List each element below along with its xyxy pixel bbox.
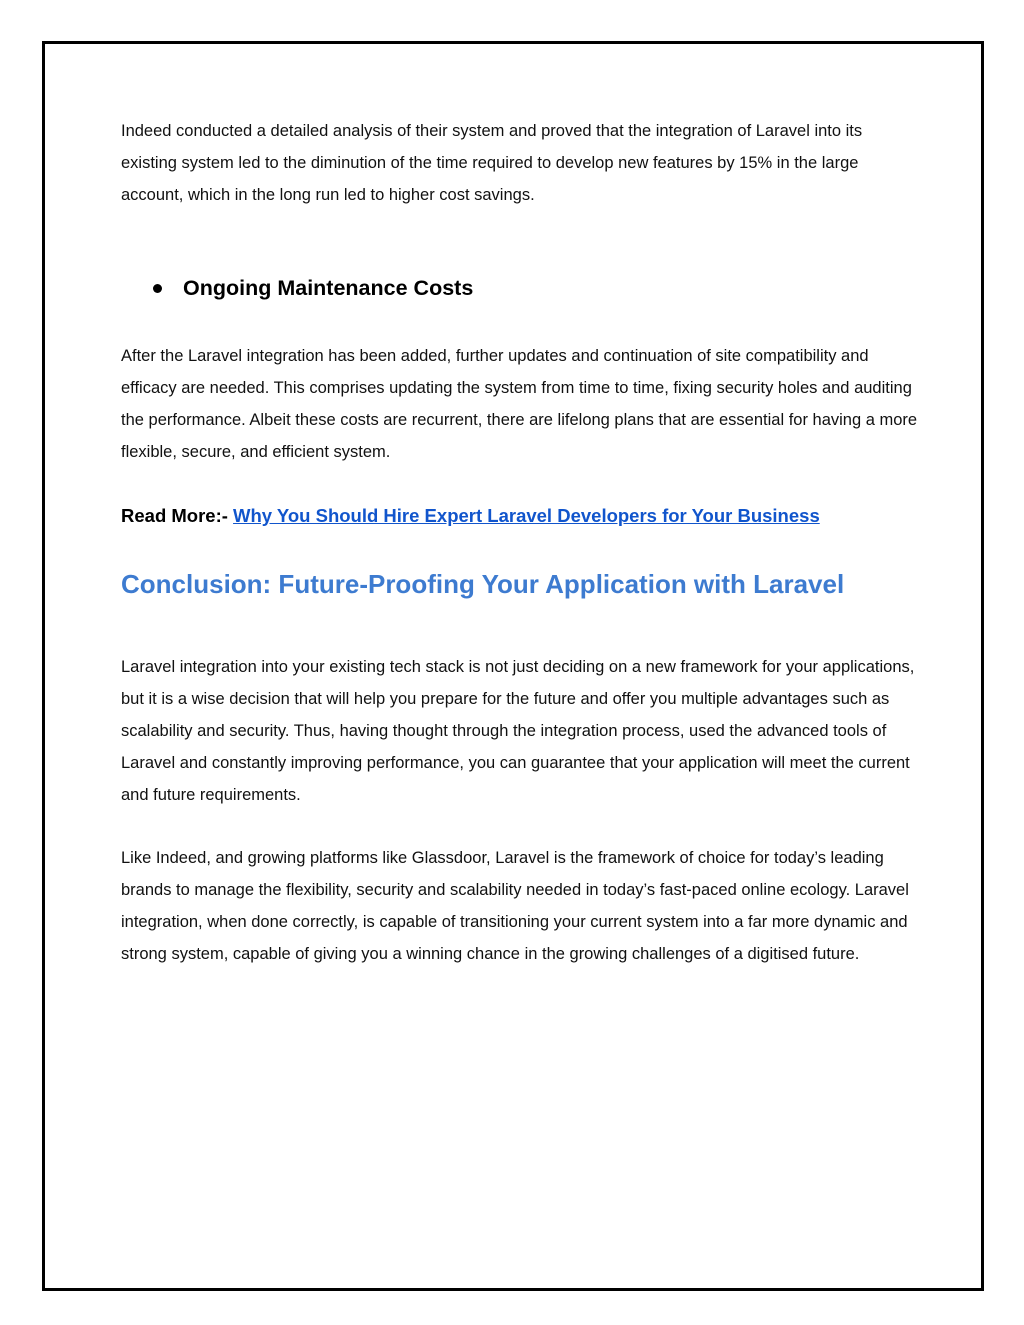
- paragraph-glassdoor: Like Indeed, and growing platforms like Glassdoor, Laravel is the framework of choice for today’s leading brands to manage the flexibility, security and scalability needed in today’s fast-paced online ecology. Laravel integration, when done correctly, is capable of transitioning your current system into a far more dynamic and strong system, capable of giving you a winning chance in the growing challenges of a digitised future.: [121, 849, 909, 963]
- paragraph-maintenance: After the Laravel integration has been added, further updates and continuation of site compatibility and efficacy are needed. This comprises updating the system from time to time, fixing security holes and auditing the performance. Albeit these costs are recurrent, there are lifelong plans that are essential for having a more flexible, secure, and efficient system.: [121, 347, 918, 461]
- read-more: [121, 501, 820, 531]
- read-more-label: Read More:-: [121, 505, 228, 526]
- paragraph-conclusion: Laravel integration into your existing tech stack is not just deciding on a new framework for your applications, but it is a wise decision that will help you prepare for the future and offer you multiple advantages such as scalability and security. Thus, having thought through the integration process, used the advanced tools of Laravel and constantly improving performance, you can guarantee that your application will meet the current and future requirements.: [121, 658, 915, 804]
- bullet-heading-text: Ongoing Maintenance Costs: [183, 276, 474, 300]
- section-title-conclusion: Conclusion: Future-Proofing Your Application with Laravel: [121, 569, 845, 599]
- bullet-heading-maintenance: [150, 273, 473, 303]
- read-more-link[interactable]: Why You Should Hire Expert Laravel Developers for Your Business: [233, 505, 820, 526]
- bullet-dot-icon: [153, 284, 162, 293]
- paragraph-indeed-analysis: Indeed conducted a detailed analysis of their system and proved that the integration of Laravel into its existing system led to the diminution of the time required to develop new features by 15% in the large account, which in the long run led to higher cost savings.: [121, 122, 863, 204]
